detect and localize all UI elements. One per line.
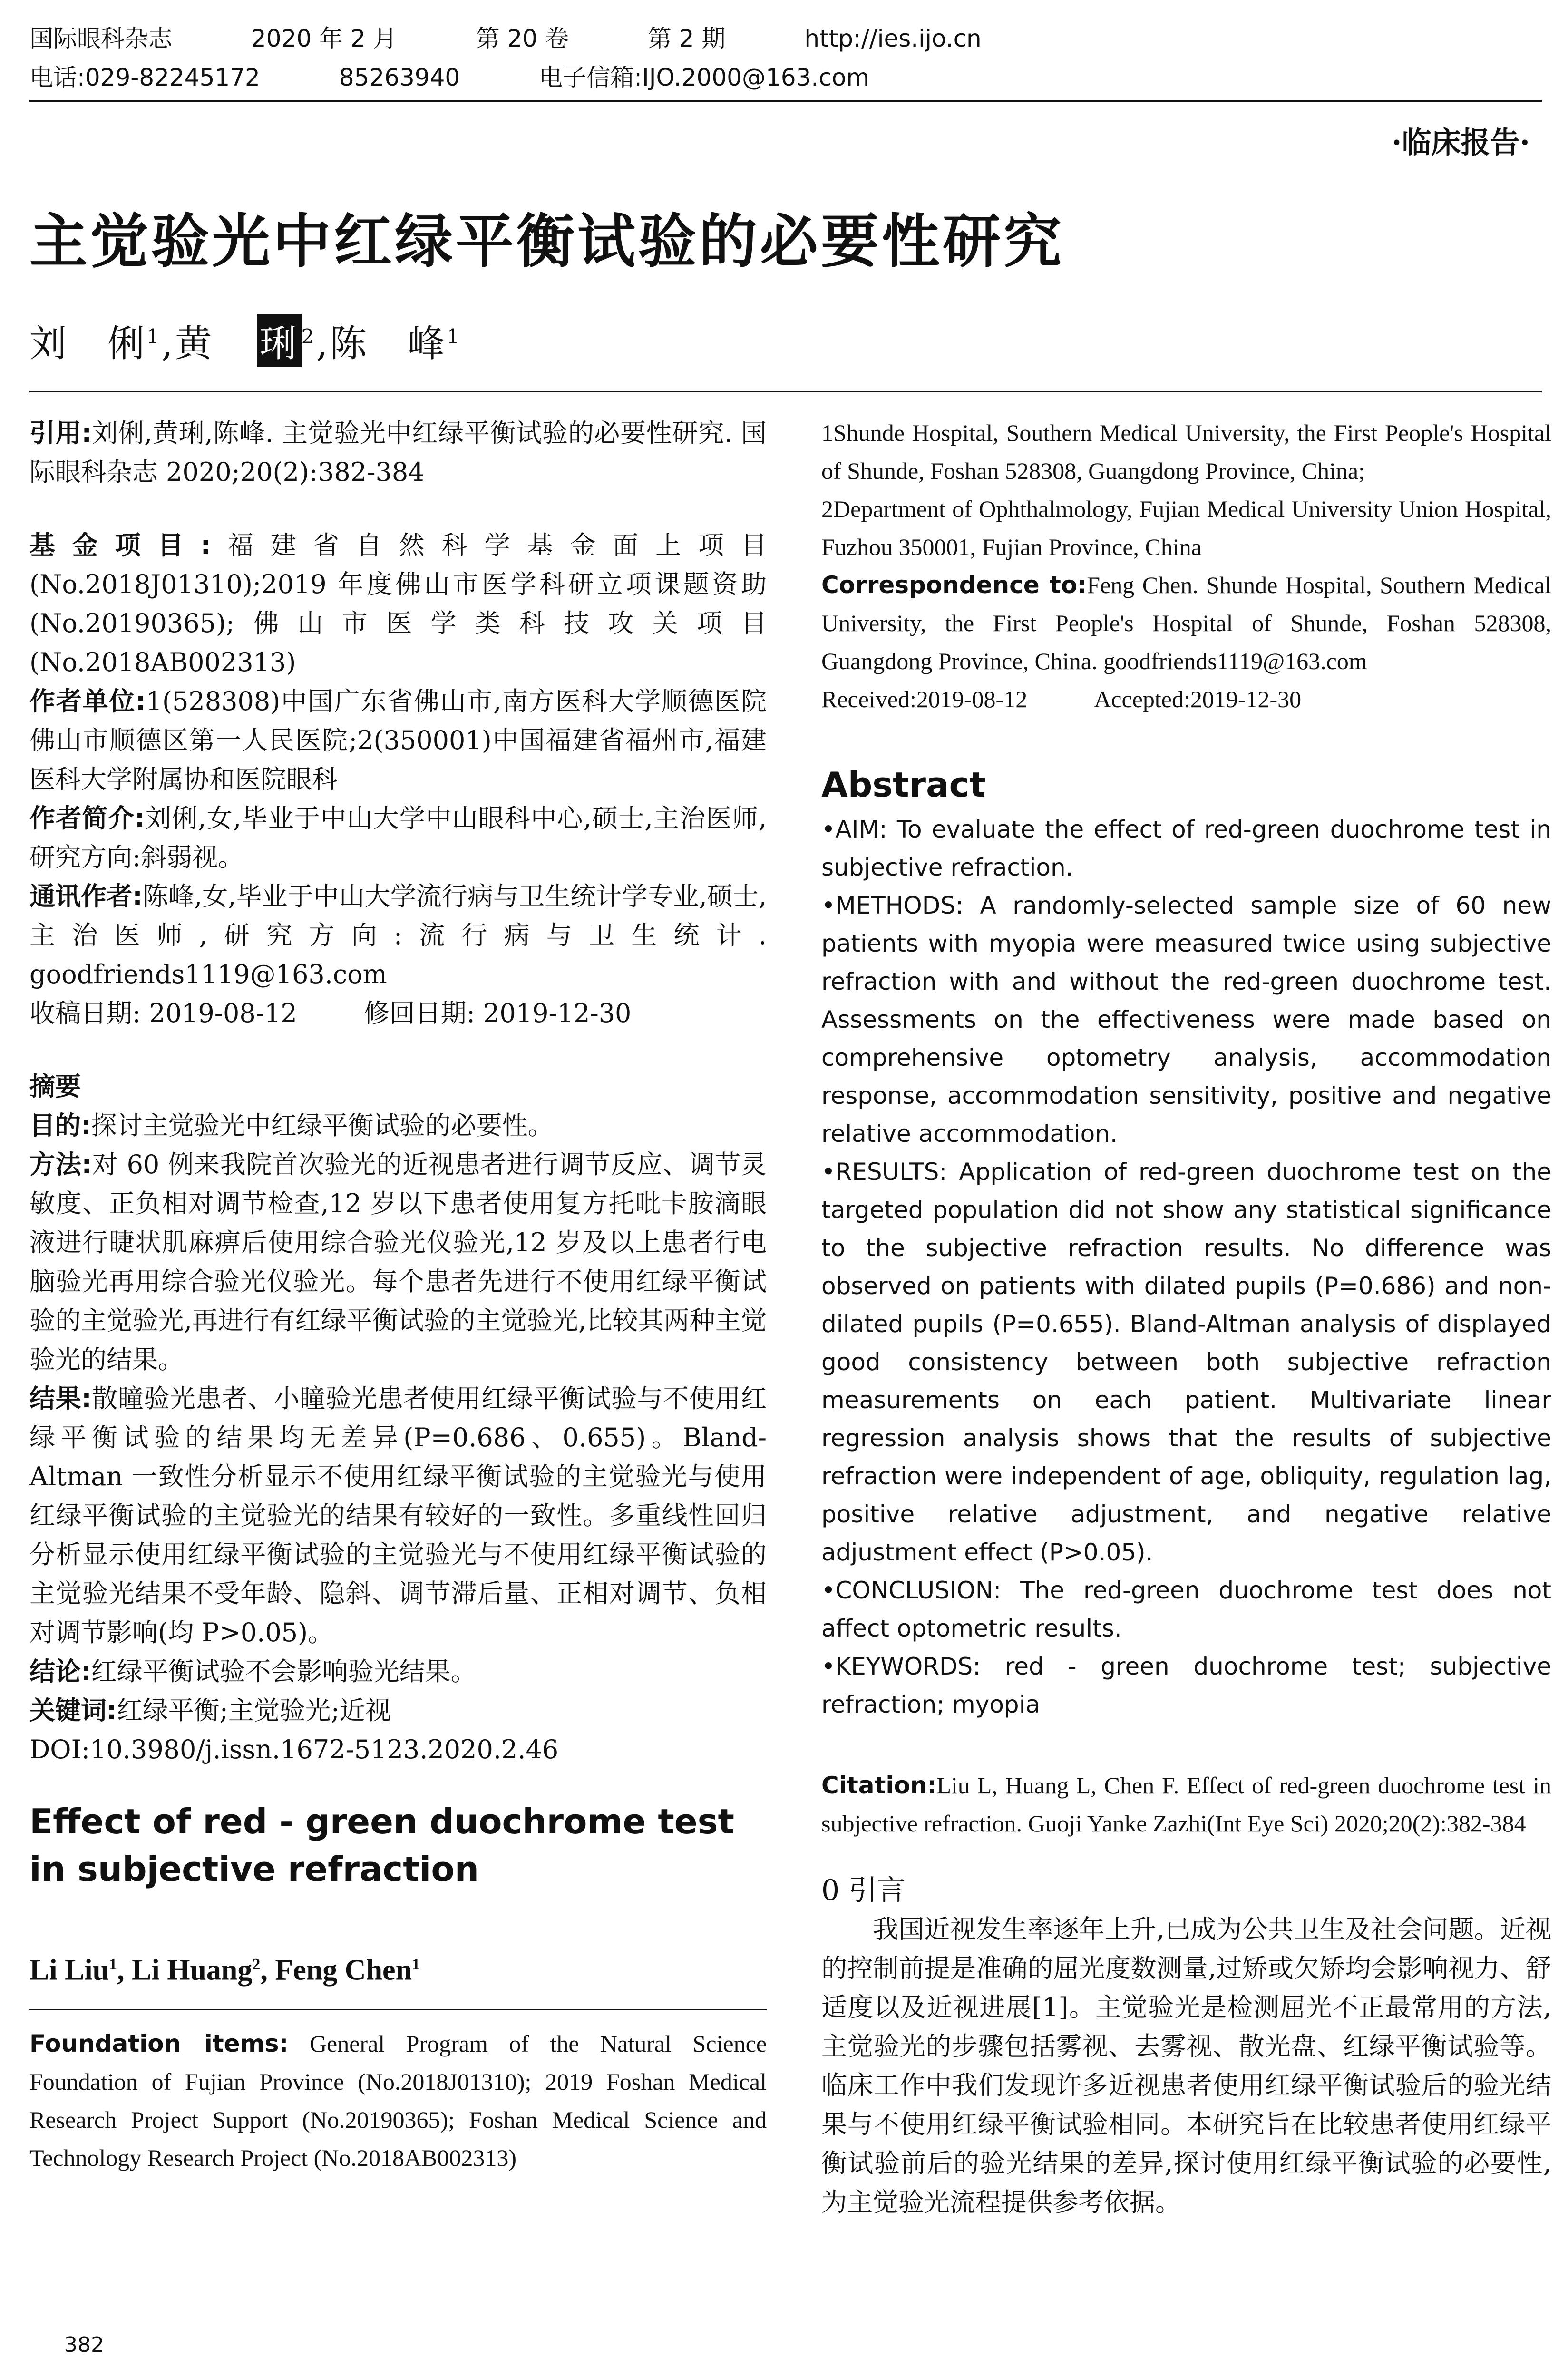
- authors-en: Li Liu$^1$, Li Huang$^2$, Feng Chen$^1$: [29, 1954, 420, 1987]
- author-affil-sup: 1: [146, 325, 161, 348]
- email[interactable]: 电子信箱:IJO.2000@163.com: [539, 64, 870, 91]
- citation-text-en: Liu L, Huang L, Chen F. Effect of red-green duochrome test in subjective refraction. Guoji Yanke Zazhi(Int Eye Sci) 2020;20(2):382-384: [821, 1772, 1551, 1837]
- left-column: [29, 414, 767, 2177]
- aim-text-en: To evaluate the effect of red-green duochrome test in subjective refraction.: [821, 816, 1551, 881]
- author-affil-sup: 1: [412, 1956, 420, 1973]
- aim-label: 目的:: [29, 1111, 91, 1140]
- author-affil-sup: 1: [447, 325, 461, 348]
- funding-label: 基金项目:: [29, 530, 211, 560]
- authors-rule: [29, 2009, 767, 2010]
- bio-label: 作者简介:: [29, 803, 145, 833]
- authors-cn: 刘 俐$^1$,黄 琍 $^2$,陈 峰$^1$: [29, 314, 461, 367]
- conclusion-text: 红绿平衡试验不会影响验光结果。: [91, 1656, 477, 1686]
- keywords-text-en: red - green duochrome test; subjective refraction; myopia: [821, 1653, 1551, 1718]
- abstract-methods-en: [821, 887, 1551, 1153]
- author-name: 黄: [175, 322, 214, 365]
- author-affil-sup: 1: [109, 1956, 117, 1973]
- results-label-en: •RESULTS:: [821, 1158, 947, 1186]
- methods-label: 方法:: [29, 1150, 92, 1179]
- corresponding-author: [29, 877, 767, 994]
- header-rule: [29, 100, 1542, 102]
- conclusion-label-en: •CONCLUSION:: [821, 1577, 1002, 1604]
- aim-label-en: •AIM:: [821, 816, 887, 843]
- author-name-en: Li Huang: [132, 1954, 253, 1987]
- keywords-text: 红绿平衡;主觉验光;近视: [117, 1695, 391, 1725]
- abstract-results-cn: [29, 1379, 767, 1652]
- units-text: 1(528308)中国广东省佛山市,南方医科大学顺德医院 佛山市顺德区第一人民医院;2(350001)中国福建省福州市,福建医科大学附属协和医院眼科: [29, 686, 767, 794]
- abstract-methods-cn: [29, 1145, 767, 1379]
- revised-date: 修回日期: 2019-12-30: [363, 998, 632, 1028]
- abstract-aim-en: [821, 810, 1551, 887]
- title-rule: [29, 391, 1542, 392]
- right-column: [821, 414, 1551, 2222]
- intro-text: 我国近视发生率逐年上升,已成为公共卫生及社会问题。近视的控制前提是准确的屈光度数测量,过矫或欠矫均会影响视力、舒适度以及近视进展[1]。主觉验光是检测屈光不正最常用的方法,主觉验光的步骤包括雾视、去雾视、散光盘、红绿平衡试验等。临床工作中我们发现许多近视患者使用红绿平衡试验后的验光结果与不使用红绿平衡试验相同。本研究旨在比较患者使用红绿平衡试验前后的验光结果的差异,探讨使用红绿平衡试验的必要性,为主觉验光流程提供参考依据。: [821, 1914, 1551, 2217]
- phone: 电话:029-82245172: [29, 64, 260, 91]
- aim-text: 探讨主觉验光中红绿平衡试验的必要性。: [91, 1111, 554, 1140]
- author-name: 陈 峰: [330, 322, 447, 365]
- citation-label: 引用:: [29, 418, 92, 448]
- author-affil-sup: 2: [301, 325, 316, 348]
- foundation-label: Foundation items:: [29, 2029, 289, 2057]
- funding-text: 福建省自然科学基金面上项目(No.2018J01310);2019 年度佛山市医学科研立项课题资助(No.20190365);佛山市医学类科技攻关项目(No.2018AB002313): [29, 530, 767, 677]
- keywords-label-en: •KEYWORDS:: [821, 1653, 981, 1680]
- author-name-en: Li Liu: [29, 1954, 109, 1987]
- keywords-en: [821, 1647, 1551, 1724]
- header-line-2: [29, 58, 1542, 97]
- keywords-label: 关键词:: [29, 1695, 117, 1725]
- section-tag: ·临床报告·: [1391, 125, 1530, 160]
- article-title: 主觉验光中红绿平衡试验的必要性研究: [29, 208, 1064, 275]
- dates-en: [821, 680, 1551, 718]
- author-name-en: Feng Chen: [275, 1954, 412, 1987]
- abstract-en: [821, 810, 1551, 1724]
- author-affil-sup: 2: [252, 1956, 261, 1973]
- received-date: 收稿日期: 2019-08-12: [29, 998, 297, 1028]
- citation-text: 刘俐,黄琍,陈峰. 主觉验光中红绿平衡试验的必要性研究. 国际眼科杂志 2020;20(2):382-384: [29, 418, 767, 487]
- abstract-aim-cn: [29, 1106, 767, 1145]
- correspondence-label: Correspondence to:: [821, 571, 1087, 599]
- issue: 第 2 期: [647, 25, 726, 52]
- results-text: 散瞳验光患者、小瞳验光患者使用红绿平衡试验与不使用红绿平衡试验的结果均无差异(P=0.686、0.655)。Bland-Altman 一致性分析显示不使用红绿平衡试验的主觉验光与使用红绿平衡试验的主觉验光的结果有较好的一致性。多重线性回归分析显示使用红绿平衡试验的主觉验光与不使用红绿平衡试验的主觉验光结果不受年龄、隐斜、调节滞后量、正相对调节、负相对调节影响(均 P>0.05)。: [29, 1383, 767, 1647]
- doi[interactable]: DOI:10.3980/j.issn.1672-5123.2020.2.46: [29, 1734, 559, 1764]
- keywords-cn: [29, 1691, 767, 1730]
- methods-text-en: A randomly-selected sample size of 60 new patients with myopia were measured twice using subjective refraction with and without the red-green duochrome test. Assessments on the effectiveness were made based on comprehensive optometry analysis, accommodation response, accommodation sensitivity, positive and negative relative accommodation.: [821, 892, 1551, 1148]
- correspondence-text: Feng Chen. Shunde Hospital, Southern Medical University, the First People's Hospital of Shunde, Foshan 528308, Guangdong Province, China. goodfriends1119@163.com: [821, 572, 1551, 674]
- corr-label: 通讯作者:: [29, 881, 143, 911]
- citation-label-en: Citation:: [821, 1772, 937, 1799]
- dates-cn: [29, 994, 767, 1033]
- received-date-en: Received:2019-08-12: [821, 686, 1028, 712]
- header-line-1: [29, 19, 1542, 58]
- intro-heading: 0 引言: [821, 1874, 906, 1907]
- abstract-heading-en: Abstract: [821, 765, 986, 805]
- journal-url[interactable]: http://ies.ijo.cn: [804, 25, 982, 52]
- author-units: [29, 682, 767, 799]
- author-name: 刘 俐: [29, 322, 147, 365]
- conclusion-label: 结论:: [29, 1656, 91, 1686]
- abstract-heading-cn: 摘要: [29, 1072, 81, 1101]
- citation-cn: [29, 414, 767, 492]
- bio-text: 刘俐,女,毕业于中山大学中山眼科中心,硕士,主治医师,研究方向:斜弱视。: [29, 803, 767, 872]
- results-text-en: Application of red-green duochrome test on the targeted population did not show any statistical significance to the subjective refraction results. No difference was observed on patients with dilated pupils (P=0.686) and non-dilated pupils (P=0.655). Bland-Altman analysis of displayed good consistency between both subjective refraction measurements on each patient. Multivariate linear regression analysis shows that the results of subjective refraction were independent of age, obliquity, regulation lag, positive relative adjustment, and negative relative adjustment effect (P>0.05).: [821, 1158, 1551, 1566]
- abstract-conclusion-cn: [29, 1652, 767, 1691]
- volume: 第 20 卷: [476, 25, 569, 52]
- foundation-text: General Program of the Natural Science Foundation of Fujian Province (No.2018J01310); 2019 Foshan Medical Research Project Support (No.20190365); Foshan Medical Science and Technology Research Project (No.2018AB002313): [29, 2030, 767, 2171]
- results-label: 结果:: [29, 1383, 92, 1413]
- citation-en: [821, 1766, 1551, 1842]
- methods-label-en: •METHODS:: [821, 892, 964, 919]
- conclusion-text-en: The red-green duochrome test does not affect optometric results.: [821, 1577, 1551, 1642]
- author-bio: [29, 799, 767, 877]
- units-label: 作者单位:: [29, 686, 146, 716]
- accepted-date-en: Accepted:2019-12-30: [1094, 686, 1302, 712]
- redacted-name: 琍: [257, 314, 302, 367]
- corr-text: 陈峰,女,毕业于中山大学流行病与卫生统计学专业,硕士,主治医师,研究方向:流行病与卫生统计. goodfriends1119@163.com: [29, 881, 767, 989]
- affiliation-2: 2Department of Ophthalmology, Fujian Medical University Union Hospital, Fuzhou 350001, Fujian Province, China: [821, 496, 1551, 560]
- page-number: 382: [64, 2333, 104, 2357]
- foundation-items: [29, 2025, 767, 2177]
- funding: [29, 526, 767, 682]
- affiliation-1: 1Shunde Hospital, Southern Medical University, the First People's Hospital of Shunde, Foshan 528308, Guangdong Province, China;: [821, 419, 1551, 484]
- abstract-results-en: [821, 1153, 1551, 1571]
- abstract-conclusion-en: [821, 1571, 1551, 1647]
- methods-text: 对 60 例来我院首次验光的近视患者进行调节反应、调节灵敏度、正负相对调节检查,12 岁以下患者使用复方托吡卡胺滴眼液进行睫状肌麻痹后使用综合验光仪验光,12 岁及以上患者行电脑验光再用综合验光仪验光。每个患者先进行不使用红绿平衡试验的主觉验光,再进行有红绿平衡试验的主觉验光,比较其两种主觉验光的结果。: [29, 1150, 767, 1374]
- issue-date: 2020 年 2 月: [251, 25, 397, 52]
- phone-2: 85263940: [339, 64, 460, 91]
- english-title: Effect of red - green duochrome test in subjective refraction: [29, 1802, 734, 1889]
- journal-name: 国际眼科杂志: [29, 25, 172, 52]
- journal-header: [29, 19, 1542, 97]
- correspondence-en: [821, 566, 1551, 680]
